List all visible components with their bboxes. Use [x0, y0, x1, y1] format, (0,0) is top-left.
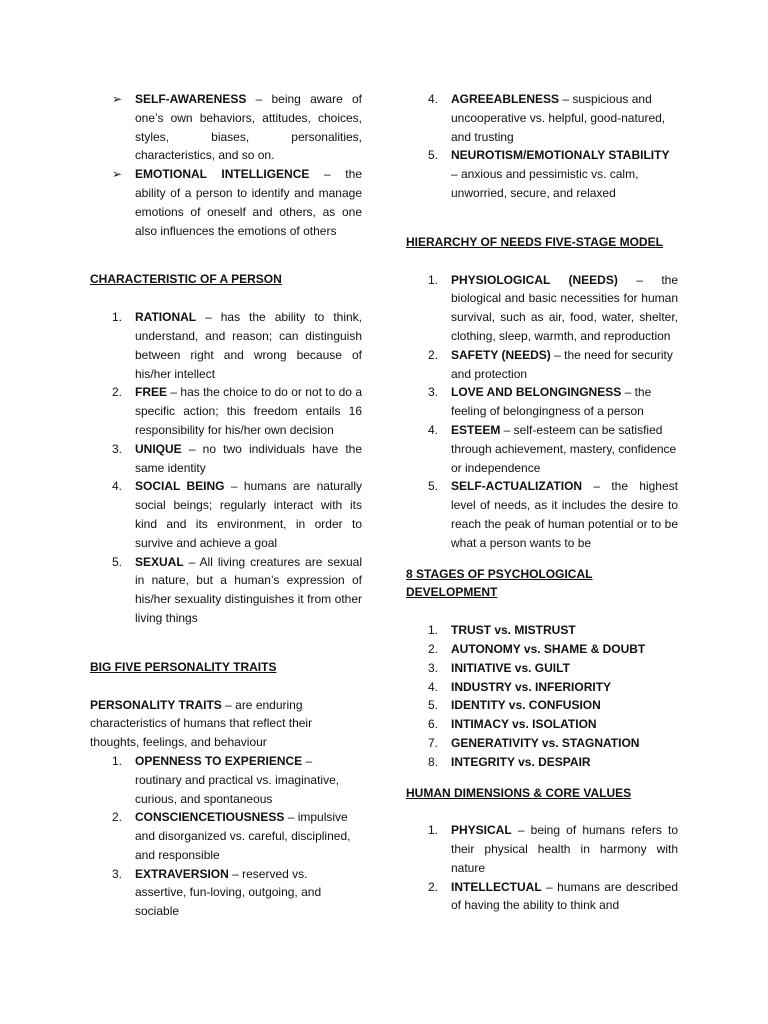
- item-text: – has the choice to do or not to do a specific action; this freedom entails 16 responsibility for his/her own decision: [135, 385, 362, 437]
- item-term: OPENNESS TO EXPERIENCE: [135, 753, 303, 768]
- item-term: INDUSTRY vs. INFERIORITY: [451, 679, 612, 694]
- list-item: [406, 678, 678, 697]
- item-term: PHYSICAL: [451, 823, 512, 838]
- item-number: 1.: [112, 753, 123, 768]
- item-text: – the biological and basic necessities for human survival, such as air, food, water, shelter, clothing, sleep, warmth, and reproduction: [451, 272, 678, 343]
- list-item: [90, 752, 362, 808]
- list-item: [90, 865, 362, 921]
- list-item: [90, 165, 362, 240]
- item-text: – impulsive and disorganized vs. careful, disciplined, and responsible: [135, 810, 351, 862]
- intro-list: [90, 90, 362, 240]
- item-term: SELF-AWARENESS: [135, 92, 247, 106]
- list-item: [406, 346, 678, 384]
- list-item: [406, 421, 678, 477]
- item-number: 3.: [428, 385, 439, 400]
- item-term: INTELLECTUAL: [451, 879, 542, 894]
- item-text: – the feeling of belongingness of a person: [451, 385, 652, 419]
- list-item: [406, 715, 678, 734]
- item-term: SOCIAL BEING: [135, 479, 225, 494]
- right-column: [406, 90, 678, 915]
- left-column: [90, 90, 362, 921]
- item-term: AGREEABLENESS: [451, 92, 560, 106]
- item-term: INTEGRITY vs. DESPAIR: [451, 754, 591, 769]
- list-item: [406, 753, 678, 772]
- item-term: PERSONALITY TRAITS: [90, 697, 222, 712]
- item-number: 2.: [112, 385, 123, 400]
- item-number: 2.: [428, 641, 439, 656]
- dimensions-list: [406, 821, 678, 915]
- item-term: EXTRAVERSION: [135, 866, 229, 881]
- list-item: [406, 383, 678, 421]
- item-text: – the need for security and protection: [451, 347, 673, 381]
- item-term: CONSCIENCETIOUSNESS: [135, 810, 285, 825]
- item-number: 5.: [428, 698, 439, 713]
- item-term: TRUST vs. MISTRUST: [451, 623, 576, 638]
- item-term: SEXUAL: [135, 554, 184, 569]
- big-five-list: [90, 752, 362, 921]
- item-text: – humans are described of having the ability to think and: [451, 879, 678, 913]
- item-number: 1.: [428, 823, 439, 838]
- item-number: 8.: [428, 754, 439, 769]
- item-text: – are enduring characteristics of humans that reflect their thoughts, feelings, and behaviour: [90, 697, 313, 750]
- item-text: – anxious and pessimistic vs. calm, unworried, secure, and relaxed: [451, 167, 639, 200]
- item-text: – All living creatures are sexual in nature, but a human’s expression of his/her sexuality distinguishes it from other living things: [135, 554, 362, 625]
- list-item: [90, 808, 362, 864]
- list-item: [406, 90, 678, 146]
- list-item: [406, 621, 678, 640]
- item-number: 4.: [428, 422, 439, 437]
- section-heading: HIERARCHY OF NEEDS FIVE-STAGE MODEL: [406, 234, 663, 249]
- list-item: [406, 696, 678, 715]
- arrow-bullet-icon: ➢: [112, 167, 123, 182]
- list-item: [406, 640, 678, 659]
- needs-list: [406, 271, 678, 553]
- characteristics-list: [90, 308, 362, 628]
- item-number: 4.: [112, 479, 123, 494]
- item-number: 1.: [428, 623, 439, 638]
- list-item: [406, 271, 678, 346]
- section-heading: HUMAN DIMENSIONS & CORE VALUES: [406, 785, 632, 800]
- item-number: 2.: [112, 810, 123, 825]
- section-heading: CHARACTERISTIC OF A PERSON: [90, 272, 282, 287]
- item-term: LOVE AND BELONGINGNESS: [451, 385, 622, 400]
- item-text: – has the ability to think, understand, and reason; can distinguish between right and wrong because of his/her intellect: [135, 310, 362, 381]
- item-number: 3.: [428, 660, 439, 675]
- list-item: [406, 659, 678, 678]
- list-item: [90, 308, 362, 383]
- item-term: NEUROTISM/EMOTIONALY STABILITY: [451, 148, 670, 163]
- item-number: 4.: [428, 679, 439, 694]
- item-term: RATIONAL: [135, 310, 197, 325]
- definition-paragraph: [90, 696, 362, 752]
- item-term: SELF-ACTUALIZATION: [451, 479, 583, 494]
- item-term: SAFETY (NEEDS): [451, 347, 551, 362]
- item-term: EMOTIONAL INTELLIGENCE: [135, 167, 310, 182]
- item-number: 5.: [428, 479, 439, 494]
- item-text: – humans are naturally social beings; regularly interact with its kind and its environment, in order to survive and achieve a goal: [135, 479, 362, 550]
- item-term: AUTONOMY vs. SHAME & DOUBT: [451, 641, 646, 656]
- list-item: [90, 553, 362, 628]
- arrow-bullet-icon: ➢: [112, 92, 123, 106]
- item-text: – suspicious and uncooperative vs. helpful, good-natured, and trusting: [451, 92, 666, 144]
- list-item: [406, 734, 678, 753]
- item-term: FREE: [135, 385, 168, 400]
- item-term: INITIATIVE vs. GUILT: [451, 660, 570, 675]
- item-number: 5.: [428, 148, 439, 163]
- list-item: [406, 821, 678, 877]
- item-text: – routinary and practical vs. imaginative, curious, and spontaneous: [135, 753, 340, 806]
- item-number: 2.: [428, 347, 439, 362]
- item-number: 1.: [428, 272, 439, 287]
- list-item: [90, 90, 362, 165]
- item-text: – self-esteem can be satisfied through achievement, mastery, confidence or independence: [451, 422, 677, 475]
- item-number: 3.: [112, 441, 123, 456]
- list-item: [90, 477, 362, 552]
- list-item: [406, 477, 678, 552]
- list-item: [406, 878, 678, 916]
- item-text: – reserved vs. assertive, fun-loving, outgoing, and sociable: [135, 866, 322, 919]
- item-text: – being aware of one’s own behaviors, attitudes, choices, styles, biases, personalities, characteristics, and so on.: [135, 92, 362, 163]
- item-number: 4.: [428, 92, 439, 106]
- item-term: PHYSIOLOGICAL (NEEDS): [451, 272, 618, 287]
- list-item: [90, 383, 362, 439]
- item-number: 7.: [428, 735, 439, 750]
- big-five-continued-list: [406, 90, 678, 203]
- item-number: 5.: [112, 554, 123, 569]
- item-text: – the ability of a person to identify and manage emotions of oneself and others, as one also influences the emotions of others: [135, 167, 362, 238]
- list-item: [90, 440, 362, 478]
- section-heading: BIG FIVE PERSONALITY TRAITS: [90, 659, 277, 674]
- item-number: 3.: [112, 866, 123, 881]
- item-number: 6.: [428, 717, 439, 732]
- item-term: INTIMACY vs. ISOLATION: [451, 717, 597, 732]
- stages-list: [406, 621, 678, 771]
- section-heading: 8 STAGES OF PSYCHOLOGICAL DEVELOPMENT: [406, 566, 593, 600]
- item-term: IDENTITY vs. CONFUSION: [451, 698, 601, 713]
- item-number: 1.: [112, 310, 123, 325]
- item-text: – the highest level of needs, as it includes the desire to reach the peak of human potential or to be what a person wants to be: [451, 479, 678, 550]
- list-item: [406, 146, 678, 202]
- item-number: 2.: [428, 879, 439, 894]
- item-text: – being of humans refers to their physical health in harmony with nature: [451, 823, 678, 875]
- item-term: ESTEEM: [451, 422, 501, 437]
- item-term: GENERATIVITY vs. STAGNATION: [451, 735, 640, 750]
- item-text: – no two individuals have the same identity: [135, 441, 362, 475]
- item-term: UNIQUE: [135, 441, 182, 456]
